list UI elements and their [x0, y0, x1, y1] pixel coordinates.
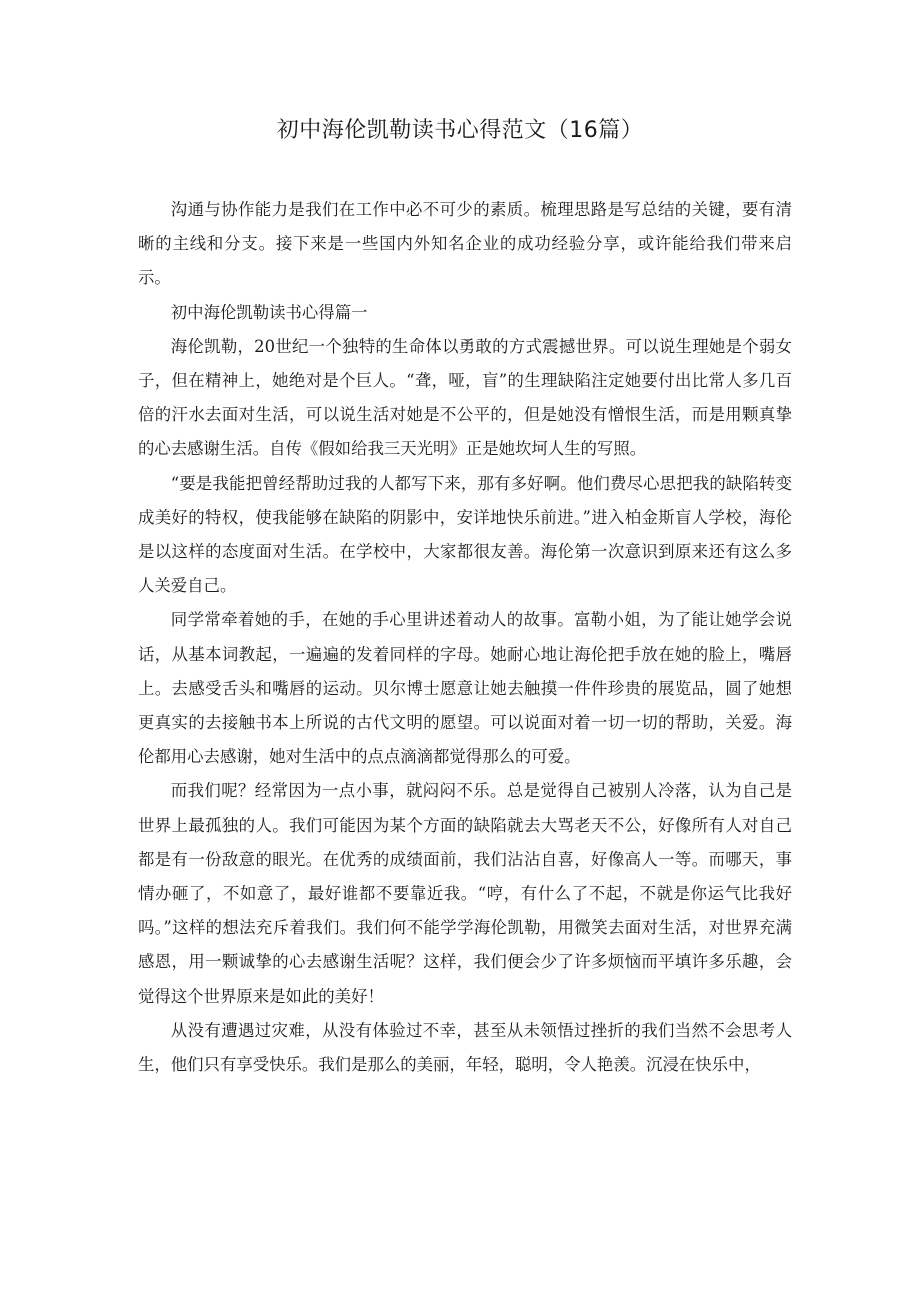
- paragraph: “要是我能把曾经帮助过我的人都写下来，那有多好啊。他们费尽心思把我的缺陷转变成美好的特权，使我能够在缺陷的阴影中，安详地快乐前进。”进入柏金斯盲人学校，海伦是以这样的态度面对生活。在学校中，大家都很友善。海伦第一次意识到原来还有这么多人关爱自己。: [138, 473, 792, 596]
- document-title: 初中海伦凯勒读书心得范文（16篇）: [276, 118, 644, 143]
- document-body: [138, 193, 792, 1082]
- paragraph: 而我们呢？经常因为一点小事，就闷闷不乐。总是觉得自己被别人冷落，认为自己是世界上最孤独的人。我们可能因为某个方面的缺陷就去大骂老天不公，好像所有人对自己都是有一份敌意的眼光。在优秀的成绩面前，我们沾沾自喜，好像高人一等。而哪天，事情办砸了，不如意了，最好谁都不要靠近我。“哼，有什么了不起，不就是你运气比我好吗。”这样的想法充斥着我们。我们何不能学学海伦凯勒，用微笑去面对生活，对世界充满感恩，用一颗诚挚的心去感谢生活呢？这样，我们便会少了许多烦恼而平填许多乐趣，会觉得这个世界原来是如此的美好！: [138, 781, 792, 1006]
- paragraph: 海伦凯勒，20世纪一个独特的生命体以勇敢的方式震撼世界。可以说生理她是个弱女子，但在精神上，她绝对是个巨人。“聋，哑，盲”的生理缺陷注定她要付出比常人多几百倍的汗水去面对生活，可以说生活对她是不公平的，但是她没有憎恨生活，而是用颗真挚的心去感谢生活。自传《假如给我三天光明》正是她坎坷人生的写照。: [138, 336, 792, 459]
- paragraph: 从没有遭遇过灾难，从没有体验过不幸，甚至从未领悟过挫折的我们当然不会思考人生，他们只有享受快乐。我们是那么的美丽，年轻，聪明，令人艳羡。沉浸在快乐中，: [138, 1020, 792, 1075]
- paragraph: 同学常牵着她的手，在她的手心里讲述着动人的故事。富勒小姐，为了能让她学会说话，从基本词教起，一遍遍的发着同样的字母。她耐心地让海伦把手放在她的脸上，嘴唇上。去感受舌头和嘴唇的运动。贝尔博士愿意让她去触摸一件件珍贵的展览品，圆了她想更真实的去接触书本上所说的古代文明的愿望。可以说面对着一切一切的帮助，关爱。海伦都用心去感谢，她对生活中的点点滴滴都觉得那么的可爱。: [138, 610, 792, 767]
- section-heading: 初中海伦凯勒读书心得篇一: [170, 302, 368, 322]
- paragraph-intro: 沟通与协作能力是我们在工作中必不可少的素质。梳理思路是写总结的关键，要有清晰的主线和分支。接下来是一些国内外知名企业的成功经验分享，或许能给我们带来启示。: [138, 200, 792, 288]
